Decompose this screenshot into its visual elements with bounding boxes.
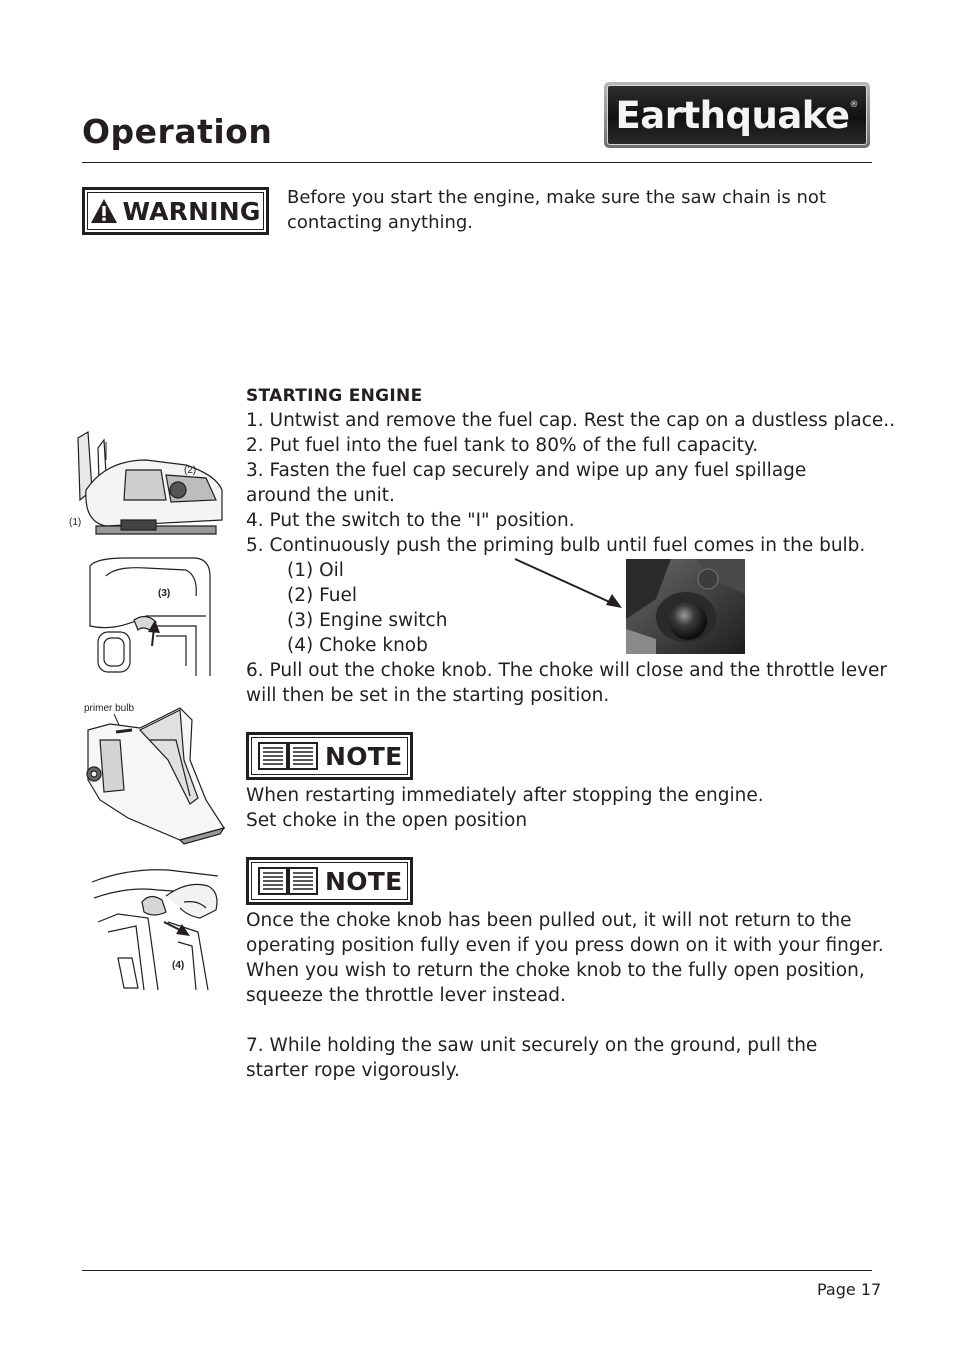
step-line: 7. While holding the saw unit securely on the ground, pull the: [246, 1035, 818, 1056]
logo-text: Earthquake: [615, 93, 850, 137]
figure-label-engine-switch: (3): [158, 588, 171, 599]
chainsaw-fuel-oil-figure: [66, 430, 226, 536]
step-line: 3. Fasten the fuel cap securely and wipe up any fuel spillage: [246, 460, 807, 481]
step-line: 6. Pull out the choke knob. The choke will close and the throttle lever: [246, 660, 888, 681]
step-line: starter rope vigorously.: [246, 1060, 460, 1081]
part-item: (3) Engine switch: [287, 610, 448, 631]
primer-bulb-photo: [626, 559, 745, 654]
pointer-arrow-icon: [512, 556, 624, 612]
figure-label-choke-knob: (4): [172, 960, 185, 971]
primer-bulb-figure: [80, 700, 226, 846]
step-line: around the unit.: [246, 485, 395, 506]
note-line: When restarting immediately after stopping the engine.: [246, 785, 764, 806]
page-title: Operation: [82, 112, 273, 151]
note-line: Once the choke knob has been pulled out, it will not return to the: [246, 910, 852, 931]
part-item: (1) Oil: [287, 560, 344, 581]
step-line: 1. Untwist and remove the fuel cap. Rest the cap on a dustless place..: [246, 410, 896, 431]
warning-label: WARNING: [122, 196, 261, 226]
warning-badge-inner-border: [87, 192, 264, 230]
step-line: 4. Put the switch to the "I" position.: [246, 510, 575, 531]
section-heading: STARTING ENGINE: [246, 386, 423, 406]
step-line: will then be set in the starting position.: [246, 685, 610, 706]
warning-line: contacting anything.: [287, 212, 474, 233]
logo-registered-mark: ®: [849, 100, 859, 110]
note-badge-inner-border: [251, 737, 408, 775]
engine-switch-figure: [86, 556, 212, 682]
earthquake-logo: [604, 82, 870, 148]
warning-badge: [82, 187, 269, 235]
figure-label-oil: (1): [69, 517, 82, 528]
warning-text: [287, 185, 847, 235]
logo-plate: [607, 85, 867, 145]
note-line: When you wish to return the choke knob to the fully open position,: [246, 960, 865, 981]
step-line: 2. Put fuel into the fuel tank to 80% of the full capacity.: [246, 435, 759, 456]
note-badge-inner-border: [251, 862, 408, 900]
note-line: operating position fully even if you press down on it with your finger.: [246, 935, 884, 956]
choke-knob-figure: [88, 862, 222, 992]
part-item: (2) Fuel: [287, 585, 357, 606]
note-line: squeeze the throttle lever instead.: [246, 985, 566, 1006]
step-line: 5. Continuously push the priming bulb until fuel comes in the bulb.: [246, 535, 866, 556]
part-item: (4) Choke knob: [287, 635, 428, 656]
figure-label-fuel: (2): [184, 465, 197, 476]
note-badge: [246, 732, 413, 780]
note-label: NOTE: [325, 866, 403, 896]
page-number: Page 17: [817, 1280, 882, 1299]
warning-line: Before you start the engine, make sure the saw chain is not: [287, 187, 826, 208]
header-divider: [82, 162, 872, 163]
note-badge: [246, 857, 413, 905]
note-label: NOTE: [325, 741, 403, 771]
note-line: Set choke in the open position: [246, 810, 528, 831]
figure-label-primer-bulb: primer bulb: [84, 703, 135, 714]
footer-divider: [82, 1270, 872, 1271]
